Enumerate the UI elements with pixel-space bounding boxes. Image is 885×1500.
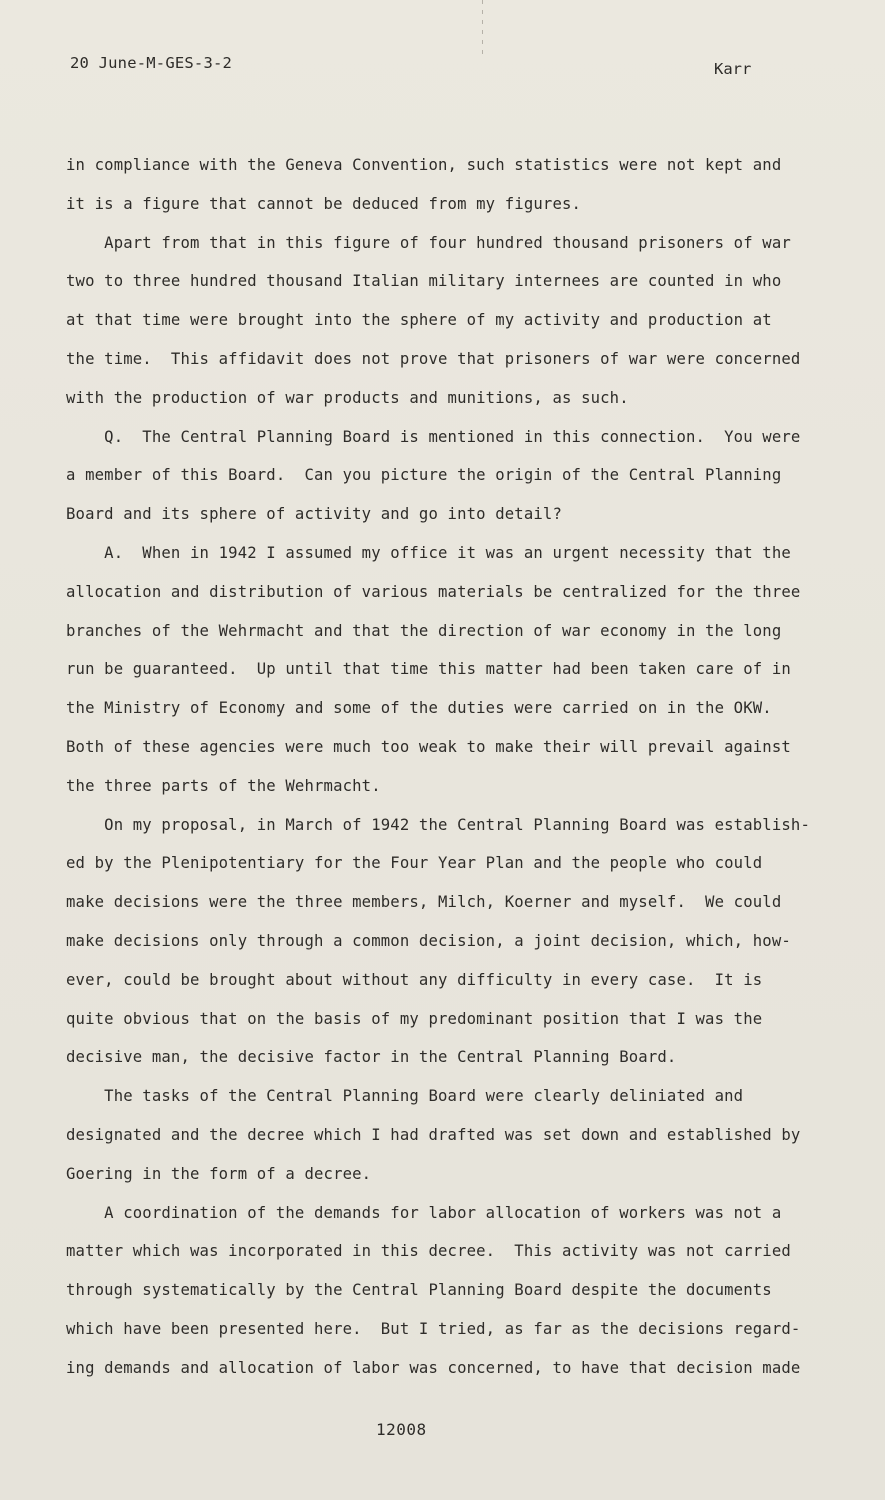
text-line: in compliance with the Geneva Convention, such statistics were not kept and xyxy=(66,156,782,174)
text-line: matter which was incorporated in this decree. This activity was not carried xyxy=(66,1242,791,1261)
text-line: make decisions only through a common decision, a joint decision, which, how- xyxy=(66,931,791,950)
fold-mark xyxy=(482,0,483,60)
text-line: two to three hundred thousand Italian military internees are counted in who xyxy=(66,272,782,291)
text-line: ed by the Plenipotentiary for the Four Year Plan and the people who could xyxy=(66,854,763,873)
text-line: On my proposal, in March of 1942 the Central Planning Board was establish- xyxy=(66,815,810,834)
text-line: make decisions were the three members, Milch, Koerner and myself. We could xyxy=(66,893,782,912)
text-line: the three parts of the Wehrmacht. xyxy=(66,776,381,795)
text-line: ever, could be brought about without any difficulty in every case. It is xyxy=(66,970,763,989)
text-line: Board and its sphere of activity and go into detail? xyxy=(66,505,562,524)
text-line: The tasks of the Central Planning Board were clearly deliniated and xyxy=(66,1087,744,1106)
page-number: 12008 xyxy=(376,1420,427,1439)
text-line: allocation and distribution of various materials be centralized for the three xyxy=(66,582,801,601)
text-line: Apart from that in this figure of four hundred thousand prisoners of war xyxy=(66,233,791,252)
text-line: A. When in 1942 I assumed my office it was an urgent necessity that the xyxy=(66,543,791,562)
text-line: Both of these agencies were much too weak to make their will prevail against xyxy=(66,737,791,756)
text-line: the Ministry of Economy and some of the duties were carried on in the OKW. xyxy=(66,699,772,718)
text-line: Q. The Central Planning Board is mentioned in this connection. You were xyxy=(66,427,801,446)
text-line: at that time were brought into the sphere of my activity and production at xyxy=(66,311,772,330)
text-line: a member of this Board. Can you picture the origin of the Central Planning xyxy=(66,466,782,485)
text-line: run be guaranteed. Up until that time this matter had been taken care of in xyxy=(66,660,791,679)
text-line: decisive man, the decisive factor in the Central Planning Board. xyxy=(66,1048,677,1067)
text-line: Goering in the form of a decree. xyxy=(66,1164,372,1183)
text-line: branches of the Wehrmacht and that the direction of war economy in the long xyxy=(66,621,782,640)
transcript-body xyxy=(66,146,826,1388)
text-line: ing demands and allocation of labor was concerned, to have that decision made xyxy=(66,1358,801,1377)
speaker-name: Karr xyxy=(714,60,752,78)
text-line: through systematically by the Central Planning Board despite the documents xyxy=(66,1281,772,1300)
text-line: which have been presented here. But I tried, as far as the decisions regard- xyxy=(66,1319,801,1338)
text-line: A coordination of the demands for labor allocation of workers was not a xyxy=(66,1203,782,1222)
text-line: designated and the decree which I had drafted was set down and established by xyxy=(66,1125,801,1144)
text-line: the time. This affidavit does not prove that prisoners of war were concerned xyxy=(66,349,801,368)
document-reference: 20 June-M-GES-3-2 xyxy=(70,54,233,72)
text-line: quite obvious that on the basis of my predominant position that I was the xyxy=(66,1009,763,1028)
text-line: with the production of war products and munitions, as such. xyxy=(66,388,629,407)
text-line: it is a figure that cannot be deduced from my figures. xyxy=(66,194,582,213)
